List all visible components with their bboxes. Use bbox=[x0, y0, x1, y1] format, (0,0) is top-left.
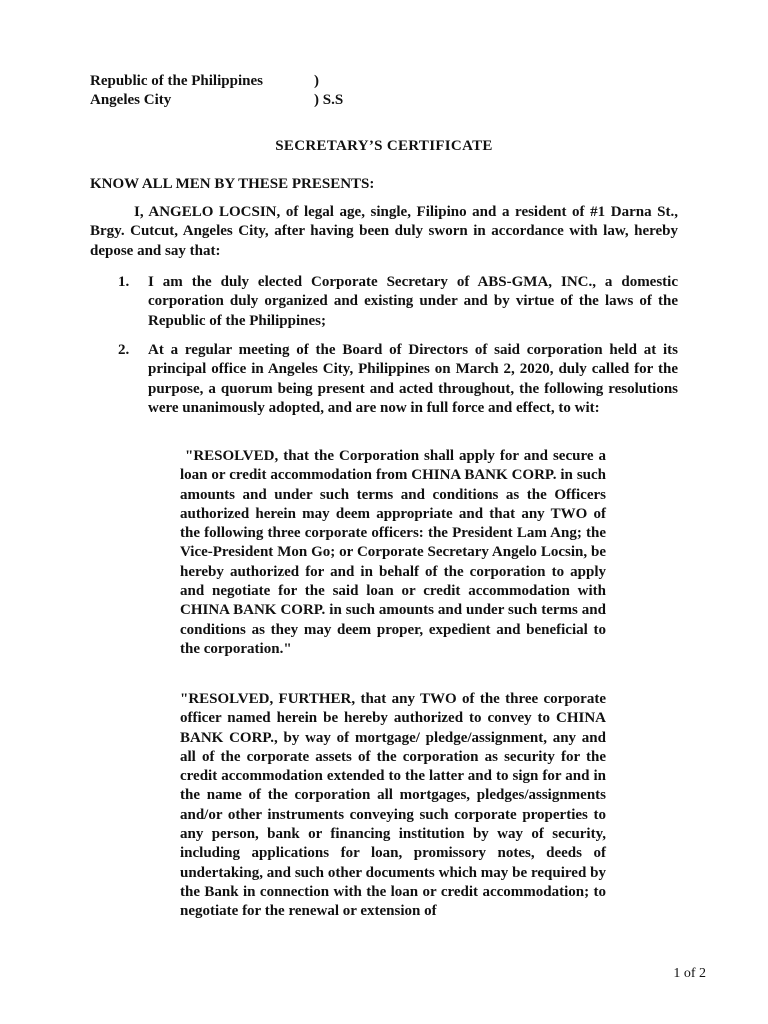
venue-country: Republic of the Philippines bbox=[90, 73, 263, 89]
venue-row-country bbox=[90, 72, 319, 91]
know-all-heading: KNOW ALL MEN BY THESE PRESENTS: bbox=[90, 176, 375, 192]
intro-prefix: I, bbox=[134, 204, 149, 220]
venue-ss: ) S.S bbox=[314, 92, 344, 108]
item-text: At a regular meeting of the Board of Directors of said corporation held at its principal office in Angeles City, Philippines on March 2, 2020, duly called for the purpose, a quorum being present and acted throughout, the following resolutions were unanimously adopted, and are now in full force and effect, to wit: bbox=[148, 342, 678, 416]
affiant-name: ANGELO LOCSIN bbox=[148, 204, 277, 220]
resolution-paragraph: "RESOLVED, FURTHER, that any TWO of the three corporate officer named herein be hereby authorized to convey to CHINA BANK CORP., by way of mortgage/ pledge/assignment, any and all of the corporate assets of the corporation as security for the credit accommodation extended to the latter and to sign for and in the name of the corporation all mortgages, pledges/assignments and/or other instruments conveying such corporate properties to any person, bank or financing institution by way of security, including applications for loan, promissory notes, deeds of undertaking, and such other documents which may be required by the Bank in connection with the loan or credit accommodation; to negotiate for the renewal or extension of bbox=[180, 691, 606, 920]
venue-city: Angeles City bbox=[90, 92, 172, 108]
item-text: I am the duly elected Corporate Secretary of ABS-GMA, INC., a domestic corporation duly organized and existing under and by virtue of the laws of the Republic of the Philippines; bbox=[148, 274, 678, 329]
item-number: 1. bbox=[118, 274, 130, 290]
numbered-item bbox=[118, 273, 678, 331]
venue-row-city bbox=[90, 91, 344, 110]
intro-paragraph bbox=[90, 203, 678, 261]
intro-rest: , of legal age, single, Filipino and a resident of #1 Darna St., Brgy. Cutcut, Angeles City, after having been duly sworn in accordance with law, hereby depose and say that: bbox=[90, 204, 678, 259]
venue-block bbox=[90, 72, 344, 110]
item-number: 2. bbox=[118, 342, 130, 358]
venue-bracket: ) bbox=[314, 73, 319, 89]
resolution-paragraph: "RESOLVED, that the Corporation shall apply for and secure a loan or credit accommodation from CHINA BANK CORP. in such amounts and under such terms and conditions as the Officers authorized herein may deem appropriate and that any TWO of the following three corporate officers: the President Lam Ang; the Vice-President Mon Go; or Corporate Secretary Angelo Locsin, be hereby authorized for and in behalf of the corporation to apply and negotiate for the said loan or credit accommodation with CHINA BANK CORP. in such amounts and under such terms and conditions as they may deem proper, expedient and beneficial to the corporation." bbox=[180, 448, 610, 657]
numbered-item bbox=[118, 341, 678, 418]
document-title: SECRETARY’S CERTIFICATE bbox=[275, 138, 493, 154]
page-number: 1 of 2 bbox=[673, 966, 706, 981]
